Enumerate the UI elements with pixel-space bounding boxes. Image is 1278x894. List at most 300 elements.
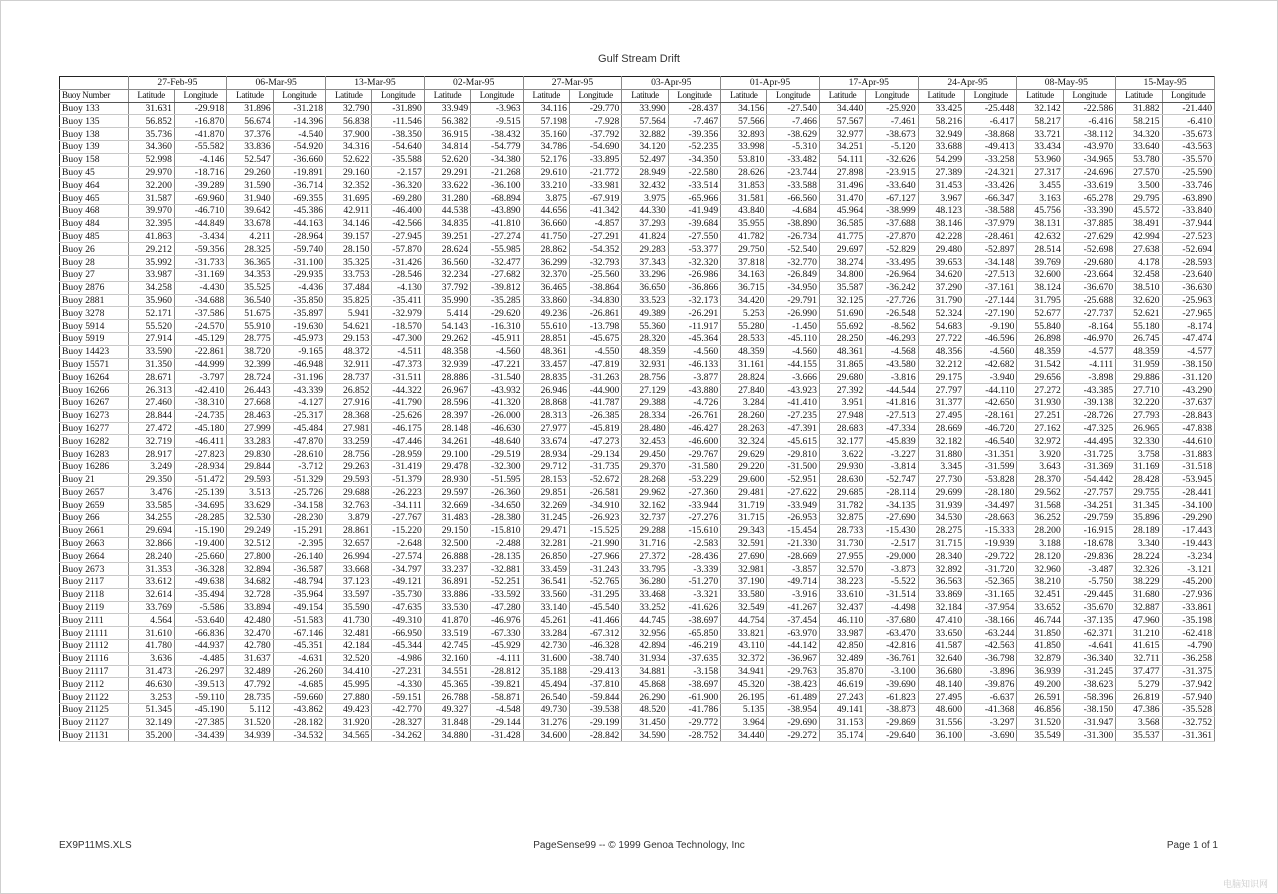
latitude-cell: 32.763 (326, 499, 372, 512)
longitude-cell: -63.890 (1162, 192, 1214, 205)
latitude-cell: 38.510 (1116, 281, 1162, 294)
latitude-cell: 38.229 (1116, 576, 1162, 589)
longitude-cell: -4.560 (767, 345, 819, 358)
latitude-cell: 27.272 (1017, 384, 1063, 397)
latitude-cell: 27.392 (819, 384, 865, 397)
longitude-cell: -46.976 (471, 614, 523, 627)
latitude-cell: 29.697 (819, 243, 865, 256)
longitude-cell: -47.838 (1162, 422, 1214, 435)
latitude-cell: 29.450 (622, 448, 668, 461)
latitude-cell: 34.941 (721, 665, 767, 678)
latitude-cell: 29.694 (128, 524, 174, 537)
latitude-cell: 31.940 (227, 192, 273, 205)
longitude-cell: -38.673 (866, 128, 918, 141)
latitude-cell: 55.520 (128, 320, 174, 333)
latitude-cell: 27.840 (721, 384, 767, 397)
latitude-cell: 37.123 (326, 576, 372, 589)
longitude-cell: -52.765 (569, 576, 621, 589)
longitude-cell: -5.586 (174, 601, 226, 614)
latitude-header: Latitude (326, 89, 372, 102)
latitude-cell: 4.211 (227, 230, 273, 243)
longitude-cell: -7.461 (866, 115, 918, 128)
latitude-cell: 44.656 (523, 204, 569, 217)
longitude-cell: -51.329 (273, 473, 325, 486)
latitude-cell: 42.780 (227, 640, 273, 653)
latitude-cell: 26.540 (523, 691, 569, 704)
longitude-cell: -39.289 (174, 179, 226, 192)
latitude-cell: 32.370 (523, 268, 569, 281)
latitude-cell: 45.964 (819, 204, 865, 217)
longitude-cell: -5.522 (866, 576, 918, 589)
longitude-cell: -19.891 (273, 166, 325, 179)
latitude-cell: 32.395 (128, 217, 174, 230)
table-row (60, 102, 1215, 115)
longitude-cell: -28.327 (372, 716, 424, 729)
latitude-cell: 28.735 (227, 691, 273, 704)
latitude-cell: 29.688 (326, 486, 372, 499)
longitude-cell: -42.410 (174, 384, 226, 397)
longitude-cell: -53.229 (668, 473, 720, 486)
longitude-cell: -3.100 (866, 665, 918, 678)
longitude-cell: -46.540 (965, 435, 1017, 448)
latitude-cell: 33.140 (523, 601, 569, 614)
latitude-cell: 41.587 (918, 640, 964, 653)
longitude-cell: -34.111 (372, 499, 424, 512)
latitude-cell: 33.580 (721, 588, 767, 601)
latitude-cell: 33.610 (819, 588, 865, 601)
buoy-name-cell: Buoy 27 (60, 268, 129, 281)
longitude-cell: -36.670 (1063, 281, 1115, 294)
longitude-cell: -48.794 (273, 576, 325, 589)
latitude-cell: 34.600 (523, 729, 569, 742)
latitude-cell: 56.382 (424, 115, 470, 128)
longitude-cell: -45.839 (866, 435, 918, 448)
longitude-cell: -54.779 (471, 140, 523, 153)
latitude-cell: 27.730 (918, 473, 964, 486)
latitude-cell: 32.570 (819, 563, 865, 576)
latitude-cell: 35.590 (326, 601, 372, 614)
latitude-cell: 28.200 (1017, 524, 1063, 537)
latitude-cell: 31.496 (819, 179, 865, 192)
buoy-name-cell: Buoy 16264 (60, 371, 129, 384)
latitude-cell: 37.477 (1116, 665, 1162, 678)
latitude-cell: 29.160 (326, 166, 372, 179)
latitude-cell: 36.252 (1017, 512, 1063, 525)
latitude-cell: 34.120 (622, 140, 668, 153)
latitude-cell: 46.110 (819, 614, 865, 627)
longitude-cell: -47.300 (372, 332, 424, 345)
buoy-name-cell: Buoy 21125 (60, 704, 129, 717)
latitude-cell: 28.263 (721, 422, 767, 435)
longitude-header: Longitude (1063, 89, 1115, 102)
buoy-name-cell: Buoy 2119 (60, 601, 129, 614)
longitude-cell: -28.230 (273, 512, 325, 525)
longitude-cell: -3.963 (471, 102, 523, 115)
latitude-cell: 28.514 (1017, 243, 1063, 256)
longitude-cell: -49.154 (273, 601, 325, 614)
latitude-cell: 34.353 (227, 268, 273, 281)
longitude-cell: -27.274 (471, 230, 523, 243)
table-row (60, 204, 1215, 217)
longitude-cell: -27.690 (866, 512, 918, 525)
longitude-cell: -29.918 (174, 102, 226, 115)
latitude-cell: 33.523 (622, 294, 668, 307)
longitude-cell: -31.426 (372, 256, 424, 269)
latitude-cell: 44.330 (622, 204, 668, 217)
longitude-header: Longitude (372, 89, 424, 102)
latitude-cell: 37.293 (622, 217, 668, 230)
latitude-cell: 37.190 (721, 576, 767, 589)
longitude-cell: -19.939 (965, 537, 1017, 550)
latitude-cell: 37.900 (326, 128, 372, 141)
latitude-cell: 31.719 (721, 499, 767, 512)
latitude-cell: 36.680 (918, 665, 964, 678)
longitude-cell: -15.810 (471, 524, 523, 537)
latitude-cell: 26.195 (721, 691, 767, 704)
latitude-cell: 26.946 (523, 384, 569, 397)
date-header: 02-Mar-95 (424, 77, 523, 90)
longitude-cell: -67.919 (569, 192, 621, 205)
buoy-name-cell: Buoy 135 (60, 115, 129, 128)
latitude-cell: 34.440 (819, 102, 865, 115)
latitude-cell: 28.862 (523, 243, 569, 256)
longitude-cell: -63.244 (965, 627, 1017, 640)
longitude-cell: -15.454 (767, 524, 819, 537)
latitude-cell: 32.939 (424, 358, 470, 371)
longitude-cell: -27.231 (372, 665, 424, 678)
longitude-cell: -47.446 (372, 435, 424, 448)
latitude-cell: 45.320 (721, 678, 767, 691)
date-header-row (60, 77, 1215, 90)
longitude-cell: -65.966 (668, 192, 720, 205)
latitude-cell: 29.212 (128, 243, 174, 256)
latitude-cell: 32.956 (622, 627, 668, 640)
longitude-cell: -36.761 (866, 652, 918, 665)
longitude-header: Longitude (965, 89, 1017, 102)
table-row (60, 678, 1215, 691)
buoy-name-cell: Buoy 485 (60, 230, 129, 243)
longitude-cell: -9.190 (965, 320, 1017, 333)
longitude-cell: -2.488 (471, 537, 523, 550)
longitude-cell: -41.786 (668, 704, 720, 717)
latitude-cell: 31.600 (523, 652, 569, 665)
longitude-cell: -27.190 (965, 307, 1017, 320)
latitude-cell: 58.216 (918, 115, 964, 128)
longitude-cell: -47.325 (1063, 422, 1115, 435)
longitude-cell: -4.111 (471, 652, 523, 665)
longitude-cell: -8.562 (866, 320, 918, 333)
longitude-cell: -53.945 (1162, 473, 1214, 486)
latitude-cell: 33.869 (918, 588, 964, 601)
longitude-cell: -31.890 (372, 102, 424, 115)
longitude-cell: -35.588 (372, 153, 424, 166)
longitude-cell: -52.365 (965, 576, 1017, 589)
longitude-cell: -29.810 (767, 448, 819, 461)
longitude-cell: -33.588 (767, 179, 819, 192)
longitude-cell: -45.929 (471, 640, 523, 653)
longitude-cell: -3.666 (767, 371, 819, 384)
latitude-cell: 29.478 (424, 460, 470, 473)
latitude-cell: 41.615 (1116, 640, 1162, 653)
longitude-cell: -4.560 (668, 345, 720, 358)
longitude-cell: -8.164 (1063, 320, 1115, 333)
latitude-cell: 32.790 (326, 102, 372, 115)
longitude-cell: -52.829 (866, 243, 918, 256)
longitude-cell: -46.948 (273, 358, 325, 371)
latitude-cell: 28.756 (622, 371, 668, 384)
latitude-cell: 32.977 (819, 128, 865, 141)
latitude-cell: 42.994 (1116, 230, 1162, 243)
longitude-cell: -45.110 (767, 332, 819, 345)
latitude-cell: 31.350 (128, 358, 174, 371)
latitude-cell: 47.410 (918, 614, 964, 627)
latitude-cell: 35.549 (1017, 729, 1063, 742)
latitude-cell: 48.356 (918, 345, 964, 358)
longitude-cell: -34.797 (372, 563, 424, 576)
latitude-cell: 49.327 (424, 704, 470, 717)
latitude-cell: 32.981 (721, 563, 767, 576)
latitude-cell: 57.566 (721, 115, 767, 128)
latitude-cell: 31.716 (622, 537, 668, 550)
longitude-cell: -28.812 (471, 665, 523, 678)
longitude-cell: -33.426 (965, 179, 1017, 192)
longitude-cell: -47.870 (273, 435, 325, 448)
longitude-header: Longitude (174, 89, 226, 102)
latitude-cell: 34.881 (622, 665, 668, 678)
longitude-cell: -36.100 (471, 179, 523, 192)
latitude-cell: 3.568 (1116, 716, 1162, 729)
latitude-cell: 34.316 (326, 140, 372, 153)
latitude-cell: 5.279 (1116, 678, 1162, 691)
latitude-cell: 47.792 (227, 678, 273, 691)
longitude-cell: -49.638 (174, 576, 226, 589)
longitude-cell: -47.280 (471, 601, 523, 614)
longitude-cell: -28.285 (174, 512, 226, 525)
longitude-cell: -41.810 (471, 217, 523, 230)
longitude-cell: -29.640 (866, 729, 918, 742)
latitude-cell: 3.163 (1017, 192, 1063, 205)
longitude-cell: -35.198 (1162, 614, 1214, 627)
table-row (60, 627, 1215, 640)
latitude-cell: 54.621 (326, 320, 372, 333)
longitude-cell: -38.890 (767, 217, 819, 230)
latitude-cell: 32.949 (918, 128, 964, 141)
latitude-cell: 45.261 (523, 614, 569, 627)
longitude-cell: -6.416 (1063, 115, 1115, 128)
latitude-cell: 52.621 (1116, 307, 1162, 320)
longitude-cell: -28.964 (273, 230, 325, 243)
longitude-cell: -3.814 (866, 460, 918, 473)
table-row (60, 307, 1215, 320)
longitude-cell: -28.593 (1162, 256, 1214, 269)
latitude-cell: 31.795 (1017, 294, 1063, 307)
longitude-cell: -31.300 (1063, 729, 1115, 742)
latitude-cell: 27.999 (227, 422, 273, 435)
latitude-cell: 55.840 (1017, 320, 1063, 333)
longitude-cell: -34.532 (273, 729, 325, 742)
latitude-cell: 28.835 (523, 371, 569, 384)
latitude-cell: 31.680 (1116, 588, 1162, 601)
longitude-cell: -3.797 (174, 371, 226, 384)
longitude-cell: -3.712 (273, 460, 325, 473)
latitude-cell: 33.425 (918, 102, 964, 115)
latitude-cell: 36.365 (227, 256, 273, 269)
longitude-cell: -38.697 (668, 614, 720, 627)
longitude-cell: -43.385 (1063, 384, 1115, 397)
latitude-cell: 48.359 (622, 345, 668, 358)
footer-page-number: Page 1 of 1 (1166, 840, 1218, 851)
latitude-cell: 28.148 (424, 422, 470, 435)
longitude-cell: -28.663 (965, 512, 1017, 525)
latitude-cell: 36.939 (1017, 665, 1063, 678)
table-row (60, 576, 1215, 589)
longitude-cell: -45.344 (372, 640, 424, 653)
latitude-cell: 52.171 (128, 307, 174, 320)
longitude-cell: -22.586 (1063, 102, 1115, 115)
longitude-cell: -29.620 (471, 307, 523, 320)
latitude-cell: 32.737 (622, 512, 668, 525)
date-header: 03-Apr-95 (622, 77, 721, 90)
longitude-cell: -36.587 (273, 563, 325, 576)
longitude-cell: -29.290 (1162, 512, 1214, 525)
latitude-cell: 28.120 (1017, 550, 1063, 563)
longitude-cell: -31.428 (471, 729, 523, 742)
latitude-cell: 29.100 (424, 448, 470, 461)
longitude-cell: -41.626 (668, 601, 720, 614)
latitude-cell: 28.868 (523, 396, 569, 409)
longitude-cell: -29.000 (866, 550, 918, 563)
longitude-cell: -3.321 (668, 588, 720, 601)
table-row (60, 563, 1215, 576)
table-row (60, 640, 1215, 653)
longitude-cell: -54.442 (1063, 473, 1115, 486)
longitude-cell: -7.466 (767, 115, 819, 128)
longitude-cell: -31.120 (1162, 371, 1214, 384)
latitude-cell: 32.281 (523, 537, 569, 550)
latitude-cell: 29.562 (1017, 486, 1063, 499)
longitude-cell: -28.135 (471, 550, 523, 563)
longitude-cell: -7.928 (569, 115, 621, 128)
latitude-cell: 27.472 (128, 422, 174, 435)
latitude-cell: 34.551 (424, 665, 470, 678)
latitude-cell: 27.880 (326, 691, 372, 704)
longitude-cell: -3.898 (1063, 371, 1115, 384)
latitude-cell: 35.325 (326, 256, 372, 269)
longitude-cell: -45.351 (273, 640, 325, 653)
latitude-cell: 31.245 (523, 512, 569, 525)
latitude-cell: 33.987 (819, 627, 865, 640)
longitude-cell: -31.580 (668, 460, 720, 473)
longitude-cell: -39.538 (569, 704, 621, 717)
longitude-header: Longitude (668, 89, 720, 102)
buoy-name-cell: Buoy 133 (60, 102, 129, 115)
longitude-cell: -45.386 (273, 204, 325, 217)
longitude-cell: -38.588 (965, 204, 1017, 217)
longitude-cell: -11.546 (372, 115, 424, 128)
latitude-cell: 36.299 (523, 256, 569, 269)
latitude-cell: 27.460 (128, 396, 174, 409)
longitude-cell: -27.870 (866, 230, 918, 243)
latitude-cell: 32.591 (721, 537, 767, 550)
longitude-cell: -34.251 (1063, 499, 1115, 512)
latitude-cell: 35.160 (523, 128, 569, 141)
latitude-cell: 32.184 (918, 601, 964, 614)
longitude-cell: -15.190 (174, 524, 226, 537)
latitude-cell: 29.283 (622, 243, 668, 256)
latitude-cell: 28.624 (424, 243, 470, 256)
latitude-cell: 32.489 (819, 652, 865, 665)
longitude-cell: -3.434 (174, 230, 226, 243)
latitude-cell: 38.124 (1017, 281, 1063, 294)
latitude-cell: 31.353 (128, 563, 174, 576)
longitude-cell: -37.680 (866, 614, 918, 627)
latitude-cell: 29.480 (918, 243, 964, 256)
latitude-cell: 31.345 (1116, 499, 1162, 512)
latitude-cell: 29.970 (128, 166, 174, 179)
latitude-cell: 31.631 (128, 102, 174, 115)
buoy-name-cell: Buoy 2659 (60, 499, 129, 512)
latitude-cell: 49.389 (622, 307, 668, 320)
latitude-cell: 48.520 (622, 704, 668, 717)
longitude-cell: -36.967 (767, 652, 819, 665)
latitude-cell: 32.600 (1017, 268, 1063, 281)
longitude-cell: -23.640 (1162, 268, 1214, 281)
latitude-cell: 36.465 (523, 281, 569, 294)
latitude-cell: 49.236 (523, 307, 569, 320)
longitude-cell: -33.514 (668, 179, 720, 192)
latitude-cell: 29.263 (326, 460, 372, 473)
latitude-cell: 34.156 (721, 102, 767, 115)
latitude-cell: 34.440 (721, 729, 767, 742)
table-row (60, 345, 1215, 358)
longitude-cell: -29.722 (965, 550, 1017, 563)
latitude-cell: 52.497 (622, 153, 668, 166)
latitude-cell: 31.637 (227, 652, 273, 665)
longitude-cell: -2.517 (866, 537, 918, 550)
buoy-name-cell: Buoy 468 (60, 204, 129, 217)
longitude-cell: -37.944 (1162, 217, 1214, 230)
longitude-cell: -28.726 (1063, 409, 1115, 422)
latitude-cell: 44.745 (622, 614, 668, 627)
latitude-cell: 39.251 (424, 230, 470, 243)
latitude-cell: 27.800 (227, 550, 273, 563)
longitude-cell: -58.396 (1063, 691, 1115, 704)
latitude-cell: 28.671 (128, 371, 174, 384)
latitude-cell: 26.745 (1116, 332, 1162, 345)
latitude-cell: 34.420 (721, 294, 767, 307)
longitude-cell: -44.937 (174, 640, 226, 653)
latitude-cell: 32.887 (1116, 601, 1162, 614)
longitude-cell: -31.720 (965, 563, 1017, 576)
latitude-cell: 49.200 (1017, 678, 1063, 691)
latitude-cell: 39.970 (128, 204, 174, 217)
latitude-cell: 27.243 (819, 691, 865, 704)
longitude-cell: -31.245 (1063, 665, 1115, 678)
latitude-cell: 28.934 (523, 448, 569, 461)
latitude-cell: 55.910 (227, 320, 273, 333)
longitude-cell: -3.234 (1162, 550, 1214, 563)
longitude-cell: -37.586 (174, 307, 226, 320)
longitude-cell: -35.730 (372, 588, 424, 601)
latitude-cell: 31.715 (918, 537, 964, 550)
latitude-cell: 56.852 (128, 115, 174, 128)
buoy-name-cell: Buoy 2111 (60, 614, 129, 627)
date-header: 15-May-95 (1116, 77, 1215, 90)
longitude-cell: -34.148 (965, 256, 1017, 269)
longitude-cell: -27.629 (1063, 230, 1115, 243)
longitude-cell: -4.130 (372, 281, 424, 294)
latitude-cell: 48.123 (918, 204, 964, 217)
